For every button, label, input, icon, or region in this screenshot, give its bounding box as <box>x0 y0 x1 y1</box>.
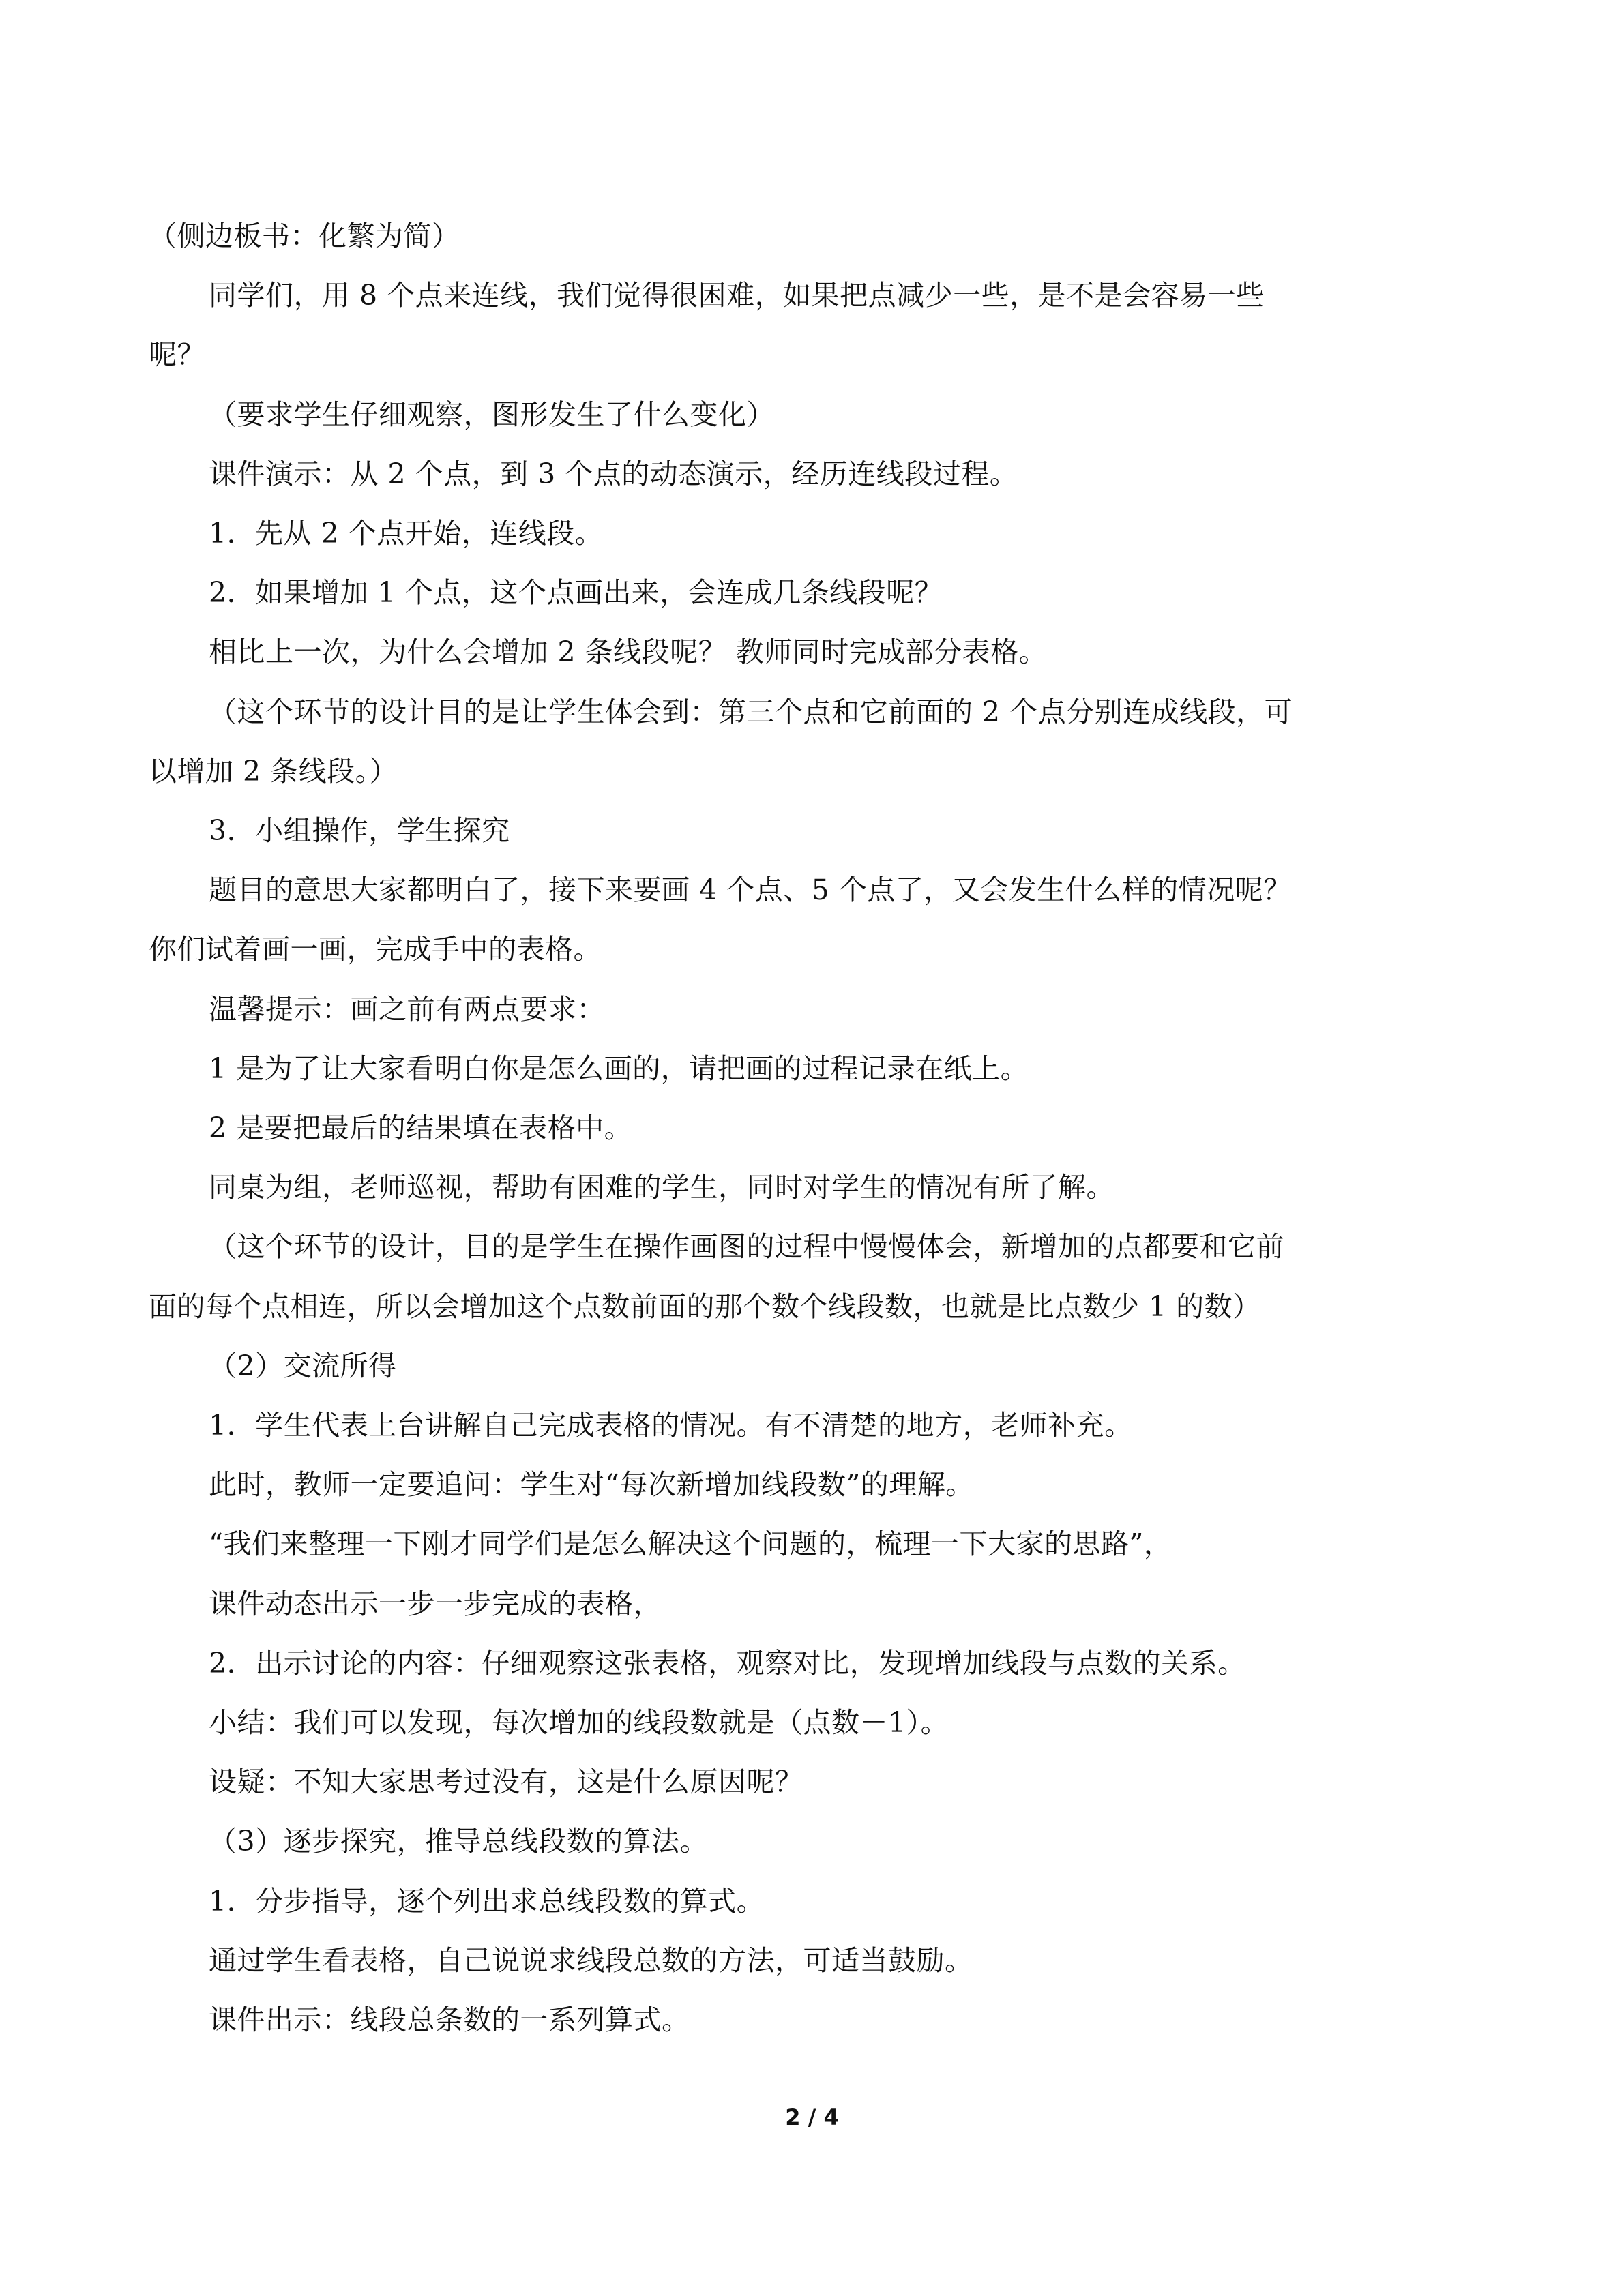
text-line: 面的每个点相连，所以会增加这个点数前面的那个数个线段数，也就是比点数少 1 的数） <box>149 1290 1261 1323</box>
text-line: （这个环节的设计目的是让学生体会到：第三个点和它前面的 2 个点分别连成线段，可 <box>209 696 1293 728</box>
text-line: 1．分步指导，逐个列出求总线段数的算式。 <box>209 1885 765 1918</box>
text-line: 1．先从 2 个点开始，连线段。 <box>209 517 604 550</box>
text-line: （3）逐步探究，推导总线段数的算法。 <box>209 1825 709 1858</box>
page-number: 2 / 4 <box>785 2104 839 2130</box>
text-line: 呢？ <box>149 338 205 371</box>
text-line: 题目的意思大家都明白了，接下来要画 4 个点、5 个点了，又会发生什么样的情况呢？ <box>209 874 1292 906</box>
text-line: 相比上一次，为什么会增加 2 条线段呢？ 教师同时完成部分表格。 <box>209 636 1048 668</box>
text-line: 同学们，用 8 个点来连线，我们觉得很困难，如果把点减少一些，是不是会容易一些 <box>209 279 1265 312</box>
text-line: 2．出示讨论的内容：仔细观察这张表格，观察对比，发现增加线段与点数的关系。 <box>209 1647 1246 1680</box>
text-line: 2．如果增加 1 个点，这个点画出来，会连成几条线段呢？ <box>209 576 943 609</box>
text-line: 温馨提示：画之前有两点要求： <box>209 993 605 1026</box>
text-line: 3．小组操作，学生探究 <box>209 814 510 847</box>
text-line: 同桌为组，老师巡视，帮助有困难的学生，同时对学生的情况有所了解。 <box>209 1171 1114 1204</box>
text-line: 1．学生代表上台讲解自己完成表格的情况。有不清楚的地方，老师补充。 <box>209 1409 1133 1442</box>
text-line: 小结：我们可以发现，每次增加的线段数就是（点数－1）。 <box>209 1706 949 1739</box>
text-line: 课件演示：从 2 个点，到 3 个点的动态演示，经历连线段过程。 <box>209 458 1018 490</box>
text-line: 你们试着画一画，完成手中的表格。 <box>149 933 602 966</box>
text-line: 此时，教师一定要追问：学生对“每次新增加线段数”的理解。 <box>209 1468 974 1501</box>
text-line: （2）交流所得 <box>209 1350 397 1382</box>
text-line: 2 是要把最后的结果填在表格中。 <box>209 1112 633 1144</box>
text-line: （这个环节的设计，目的是学生在操作画图的过程中慢慢体会，新增加的点都要和它前 <box>209 1230 1284 1263</box>
text-line: 通过学生看表格，自己说说求线段总数的方法，可适当鼓励。 <box>209 1944 973 1977</box>
text-line: 以增加 2 条线段。） <box>149 755 398 788</box>
text-line: （侧边板书：化繁为简） <box>149 220 460 252</box>
text-line: 课件出示：线段总条数的一系列算式。 <box>209 2003 690 2036</box>
text-line: 设疑：不知大家思考过没有，这是什么原因呢？ <box>209 1765 803 1798</box>
text-line: （要求学生仔细观察，图形发生了什么变化） <box>209 398 775 431</box>
text-line: 课件动态出示一步一步完成的表格， <box>209 1587 662 1620</box>
text-line: 1 是为了让大家看明白你是怎么画的，请把画的过程记录在纸上。 <box>209 1052 1029 1085</box>
text-line: “我们来整理一下刚才同学们是怎么解决这个问题的，梳理一下大家的思路”， <box>209 1527 1172 1560</box>
